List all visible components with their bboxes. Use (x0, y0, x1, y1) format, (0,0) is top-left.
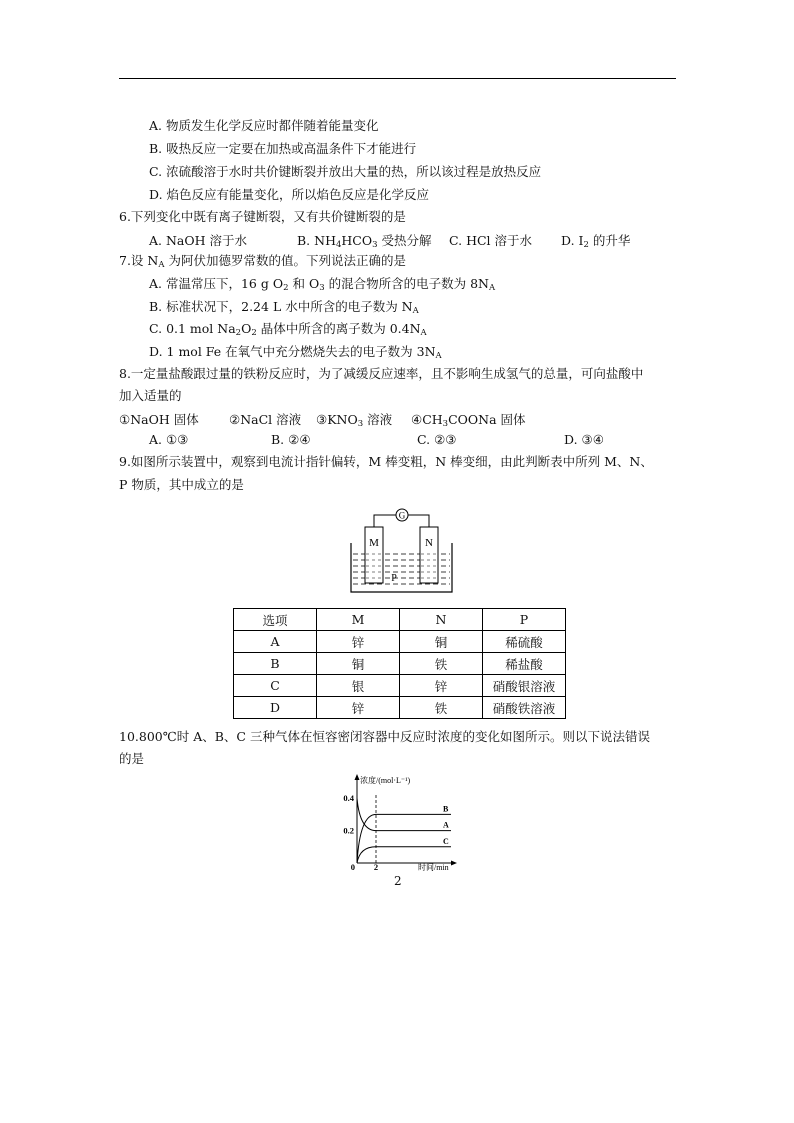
table-cell: 铜 (400, 631, 483, 653)
q7-option-d: D. 1 mol Fe 在氧气中充分燃烧失去的电子数为 $3N_A$ (149, 344, 442, 361)
table-header: 选项 (234, 609, 317, 631)
series-b-line (357, 814, 451, 863)
q6-option-d: D. $I_2$ 的升华 (561, 233, 631, 250)
q9-stem-line2: P 物质，其中成立的是 (119, 477, 244, 492)
q7-stem: 7.设 $N_A$ 为阿伏加德罗常数的值。下列说法正确的是 (119, 253, 406, 270)
table-cell: 锌 (317, 697, 400, 719)
table-cell: 银 (317, 675, 400, 697)
table-cell: 铜 (317, 653, 400, 675)
table-row (234, 653, 566, 675)
page-number: 2 (394, 874, 402, 888)
q7-option-b: B. 标准状况下，2.24 L 水中所含的电子数为 $N_A$ (149, 299, 419, 316)
q8-item-4: $④CH_3COONa$ 固体 (411, 412, 526, 429)
table-header: M (317, 609, 400, 631)
q5-option-d: D. 焰色反应有能量变化，所以焰色反应是化学反应 (149, 187, 430, 202)
table-cell: C (234, 675, 317, 697)
q8-option-a: A. ①③ (149, 432, 189, 447)
q6-option-b: B. $NH_4HCO_3$ 受热分解 (297, 233, 432, 250)
table-cell: B (234, 653, 317, 675)
x-axis-arrow-icon (451, 861, 457, 866)
q8-item-3: $③KNO_3$ 溶液 (316, 412, 393, 429)
table-cell: D (234, 697, 317, 719)
table-row (234, 631, 566, 653)
q8-option-c: C. ②③ (417, 432, 457, 447)
q10-stem-line2: 的是 (119, 751, 145, 766)
q6-option-a: A. NaOH 溶于水 (149, 233, 247, 248)
series-c-line (357, 847, 451, 863)
galvanometer-label: G (398, 510, 406, 521)
x-tick-label: 2 (373, 862, 379, 872)
table-header: P (483, 609, 566, 631)
x-tick-label: 0 (350, 862, 355, 872)
table-cell: 锌 (400, 675, 483, 697)
table-cell: 稀盐酸 (483, 653, 566, 675)
q8-item-2: ②NaCl 溶液 (229, 412, 302, 427)
table-cell: 硝酸银溶液 (483, 675, 566, 697)
q9-table (233, 608, 566, 719)
q7-option-c: C. 0.1 mol $Na_2O_2$ 晶体中所含的离子数为 $0.4N_A$ (149, 321, 427, 338)
table-cell: 铁 (400, 653, 483, 675)
q10-stem-line1: 10.800℃时 A、B、C 三种气体在恒容密闭容器中反应时浓度的变化如图所示。则以下说法错误 (119, 729, 650, 744)
table-row (234, 675, 566, 697)
q5-option-b: B. 吸热反应一定要在加热或高温条件下才能进行 (149, 141, 417, 156)
q8-stem-line1: 8.一定量盐酸跟过量的铁粉反应时，为了减缓反应速率，且不影响生成氢气的总量，可向盐酸中 (119, 366, 644, 381)
q5-option-a: A. 物质发生化学反应时都伴随着能量变化 (149, 118, 379, 133)
q5-option-c: C. 浓硫酸溶于水时共价键断裂并放出大量的热，所以该过程是放热反应 (149, 164, 542, 179)
table-header-row (234, 609, 566, 631)
electrode-m-label: M (369, 537, 379, 549)
q7-option-a: A. 常温常压下，16 g $O_2$ 和 $O_3$ 的混合物所含的电子数为 $8N_A$ (149, 276, 496, 293)
electrode-n (420, 527, 438, 583)
concentration-chart (330, 771, 465, 873)
q6-option-c: C. HCl 溶于水 (449, 233, 533, 248)
q8-option-d: D. ③④ (564, 432, 604, 447)
y-tick-label: 0.2 (343, 825, 354, 836)
series-b-label: B (443, 804, 449, 814)
table-cell: A (234, 631, 317, 653)
y-tick-label: 0.4 (343, 793, 354, 804)
y-axis-arrow-icon (355, 774, 360, 780)
table-cell: 硝酸铁溶液 (483, 697, 566, 719)
header-rule (119, 78, 676, 79)
q6-stem: 6.下列变化中既有离子键断裂，又有共价键断裂的是 (119, 209, 406, 224)
q9-stem-line1: 9.如图所示装置中，观察到电流计指针偏转，M 棒变粗，N 棒变细，由此判断表中所列 M、N、 (119, 454, 653, 469)
table-row (234, 697, 566, 719)
table-cell: 锌 (317, 631, 400, 653)
q8-option-b: B. ②④ (271, 432, 311, 447)
electrolyte-label: P (391, 573, 397, 584)
x-axis-label: 时间/min (418, 863, 449, 872)
table-header: N (400, 609, 483, 631)
q8-item-1: ①NaOH 固体 (119, 412, 199, 427)
electrode-m (365, 527, 383, 583)
wire-left (374, 515, 396, 527)
table-cell: 稀硫酸 (483, 631, 566, 653)
y-axis-label: 浓度/(mol·L⁻¹) (360, 776, 411, 785)
q8-stem-line2: 加入适量的 (119, 388, 182, 403)
wire-right (408, 515, 429, 527)
series-a-label: A (443, 820, 449, 830)
table-cell: 铁 (400, 697, 483, 719)
electrode-n-label: N (425, 537, 433, 549)
series-c-label: C (443, 836, 449, 846)
galvanic-cell-diagram (345, 503, 460, 598)
